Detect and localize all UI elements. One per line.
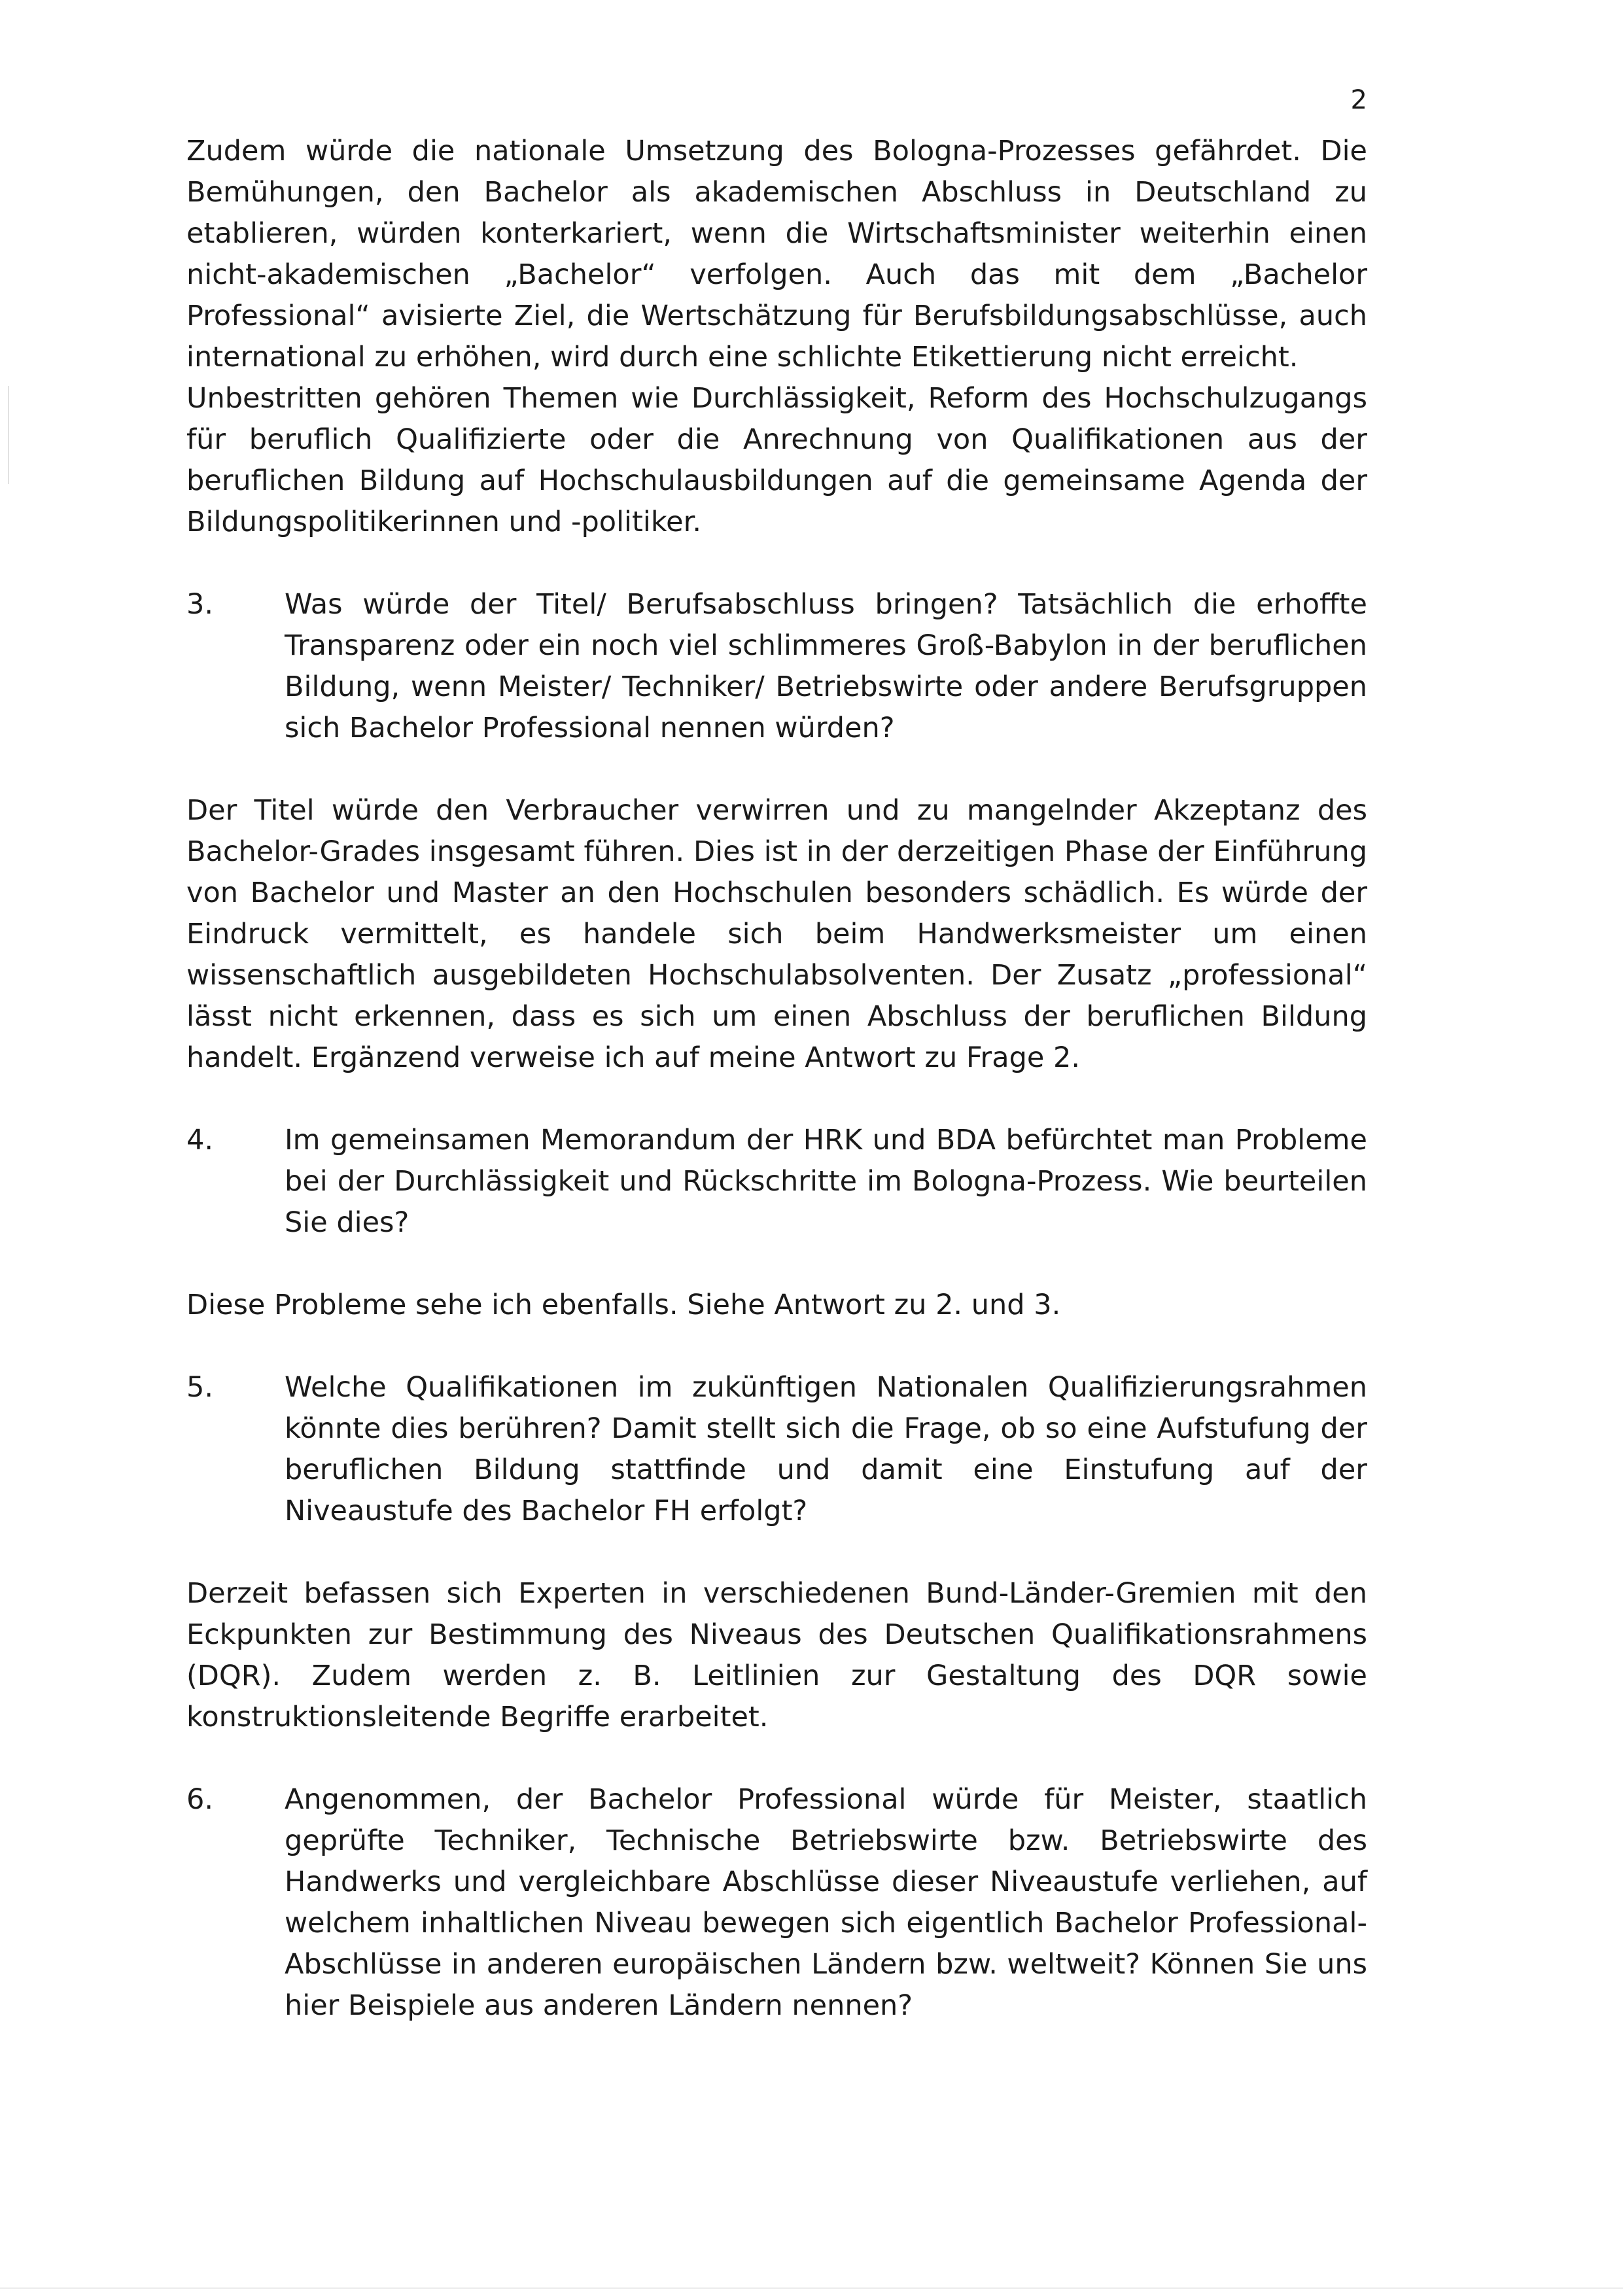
paragraph-bologna: Zudem würde die nationale Umsetzung des Bologna-Prozesses gefährdet. Die Bemühungen, den Bachelor als akademischen Abschluss in Deutschland zu etablieren, würden konterkariert, wenn die Wirtschaftsminister weiterhin einen nicht-akademischen „Bachelor“ verfolgen. Auch das mit dem „Bachelor Professional“ avisierte Ziel, die Wertschätzung für Berufsbildungsabschlüsse, auch international zu erhöhen, wird durch eine schlichte Etikettierung nicht erreicht. (186, 135, 1367, 374)
question-4 (186, 1120, 1367, 1244)
document-body (186, 131, 1367, 2026)
question-number: 6. (186, 1783, 214, 1816)
question-5 (186, 1367, 1367, 1532)
question-text: Im gemeinsamen Memorandum der HRK und BDA befürchtet man Probleme bei der Durchlässigkeit und Rückschritte im Bologna-Prozess. Wie beurteilen Sie dies? (285, 1124, 1367, 1239)
paragraph-durchlaessigkeit: Unbestritten gehören Themen wie Durchlässigkeit, Reform des Hochschulzugangs für beruflich Qualifizierte oder die Anrechnung von Qualifikationen aus der beruflichen Bildung auf Hochschulausbildungen auf die gemeinsame Agenda der Bildungspolitikerinnen und -politiker. (186, 382, 1367, 538)
spacer (186, 1738, 1367, 1779)
question-3 (186, 584, 1367, 749)
question-text: Was würde der Titel/ Berufsabschluss bringen? Tatsächlich die erhoffte Transparenz oder ein noch viel schlimmeres Groß-Babylon in der beruflichen Bildung, wenn Meister/ Techniker/ Betriebswirte oder andere Berufsgruppen sich Bachelor Professional nennen würden? (285, 588, 1367, 744)
answer-3: Der Titel würde den Verbraucher verwirren und zu mangelnder Akzeptanz des Bachelor-Grades insgesamt führen. Dies ist in der derzeitigen Phase der Einführung von Bachelor und Master an den Hochschulen besonders schädlich. Es würde der Eindruck vermittelt, es handele sich beim Handwerksmeister um einen wissenschaftlich ausgebildeten Hochschulabsolventen. Der Zusatz „professional“ lässt nicht erkennen, dass es sich um einen Abschluss der beruflichen Bildung handelt. Ergänzend verweise ich auf meine Antwort zu Frage 2. (186, 794, 1367, 1074)
spacer (186, 749, 1367, 790)
question-6 (186, 1779, 1367, 2026)
page-number: 2 (1350, 85, 1367, 115)
question-number: 3. (186, 588, 214, 621)
question-text: Welche Qualifikationen im zukünftigen Nationalen Qualifizierungsrahmen könnte dies berühren? Damit stellt sich die Frage, ob so eine Aufstufung der beruflichen Bildung stattfinde und damit eine Einstufung auf der Niveaustufe des Bachelor FH erfolgt? (285, 1371, 1367, 1527)
question-number: 5. (186, 1371, 214, 1404)
spacer (186, 1244, 1367, 1285)
spacer (186, 1532, 1367, 1573)
question-text: Angenommen, der Bachelor Professional würde für Meister, staatlich geprüfte Techniker, Technische Betriebswirte bzw. Betriebswirte des Handwerks und vergleichbare Abschlüsse dieser Niveaustufe verliehen, auf welchem inhaltlichen Niveau bewegen sich eigentlich Bachelor Professional- Abschlüsse in anderen europäischen Ländern bzw. weltweit? Können Sie uns hier Beispiele aus anderen Ländern nennen? (285, 1783, 1367, 2022)
spacer (186, 1326, 1367, 1367)
spacer (186, 1079, 1367, 1120)
scan-bottom-edge (0, 2287, 1623, 2289)
spacer (186, 543, 1367, 584)
answer-4: Diese Probleme sehe ich ebenfalls. Siehe Antwort zu 2. und 3. (186, 1289, 1061, 1321)
scan-margin-mark (8, 386, 9, 484)
question-number: 4. (186, 1124, 214, 1157)
answer-5: Derzeit befassen sich Experten in verschiedenen Bund-Länder-Gremien mit den Eckpunkten zur Bestimmung des Niveaus des Deutschen Qualifikationsrahmens (DQR). Zudem werden z. B. Leitlinien zur Gestaltung des DQR sowie konstruktionsleitende Begriffe erarbeitet. (186, 1577, 1367, 1733)
